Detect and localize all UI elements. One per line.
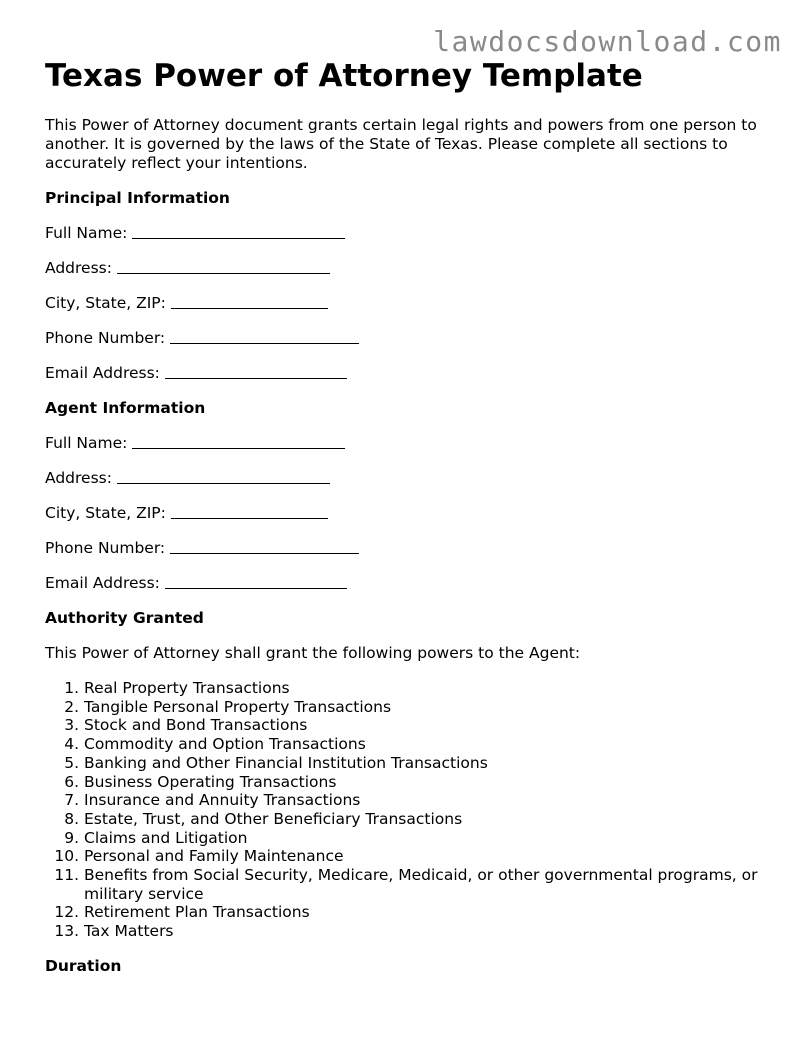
list-item: 5. Banking and Other Financial Institution Transactions <box>84 754 765 773</box>
principal-phone-label: Phone Number: <box>45 329 166 347</box>
list-item: 8. Estate, Trust, and Other Beneficiary Transactions <box>84 810 765 829</box>
page-title: Texas Power of Attorney Template <box>45 58 643 94</box>
principal-full-name-label: Full Name: <box>45 224 128 242</box>
principal-phone-field <box>45 329 765 348</box>
agent-email-blank[interactable] <box>165 587 347 589</box>
agent-email-field <box>45 574 765 593</box>
list-item: 11. Benefits from Social Security, Medicare, Medicaid, or other governmental programs, or military service <box>84 866 765 903</box>
authority-heading: Authority Granted <box>45 609 204 627</box>
list-item: 10. Personal and Family Maintenance <box>84 847 765 866</box>
duration-heading: Duration <box>45 956 122 975</box>
list-item: 6. Business Operating Transactions <box>84 773 765 792</box>
agent-address-blank[interactable] <box>117 482 330 484</box>
principal-full-name-blank[interactable] <box>132 237 345 239</box>
agent-city-state-zip-field <box>45 504 765 523</box>
principal-heading: Principal Information <box>45 189 230 207</box>
list-item: 9. Claims and Litigation <box>84 829 765 848</box>
list-item: 1. Real Property Transactions <box>84 679 765 698</box>
principal-email-blank[interactable] <box>165 377 347 379</box>
principal-full-name-field <box>45 224 765 243</box>
powers-list <box>45 679 765 941</box>
agent-full-name-field <box>45 434 765 453</box>
list-item: 4. Commodity and Option Transactions <box>84 735 765 754</box>
list-item: 7. Insurance and Annuity Transactions <box>84 791 765 810</box>
intro-paragraph: This Power of Attorney document grants certain legal rights and powers from one person to another. It is governed by the laws of the State of Texas. Please complete all sections to accurately reflect your intentions. <box>45 116 757 172</box>
principal-phone-blank[interactable] <box>170 342 359 344</box>
principal-address-blank[interactable] <box>117 272 330 274</box>
agent-full-name-label: Full Name: <box>45 434 128 452</box>
agent-heading: Agent Information <box>45 399 206 417</box>
principal-city-state-zip-blank[interactable] <box>171 307 328 309</box>
principal-address-label: Address: <box>45 259 112 277</box>
principal-city-state-zip-label: City, State, ZIP: <box>45 294 166 312</box>
list-item: 13. Tax Matters <box>84 922 765 941</box>
list-item: 12. Retirement Plan Transactions <box>84 903 765 922</box>
principal-email-field <box>45 364 765 383</box>
authority-lead: This Power of Attorney shall grant the following powers to the Agent: <box>45 644 581 662</box>
agent-phone-label: Phone Number: <box>45 539 166 557</box>
agent-phone-field <box>45 539 765 558</box>
list-item: 2. Tangible Personal Property Transactions <box>84 698 765 717</box>
principal-address-field <box>45 259 765 278</box>
agent-address-label: Address: <box>45 469 112 487</box>
watermark: lawdocsdownload.com <box>433 25 782 58</box>
agent-address-field <box>45 469 765 488</box>
agent-city-state-zip-label: City, State, ZIP: <box>45 504 166 522</box>
principal-city-state-zip-field <box>45 294 765 313</box>
agent-phone-blank[interactable] <box>170 552 359 554</box>
agent-city-state-zip-blank[interactable] <box>171 517 328 519</box>
document-page <box>45 56 765 976</box>
principal-email-label: Email Address: <box>45 364 160 382</box>
agent-email-label: Email Address: <box>45 574 160 592</box>
agent-full-name-blank[interactable] <box>132 447 345 449</box>
list-item: 3. Stock and Bond Transactions <box>84 716 765 735</box>
